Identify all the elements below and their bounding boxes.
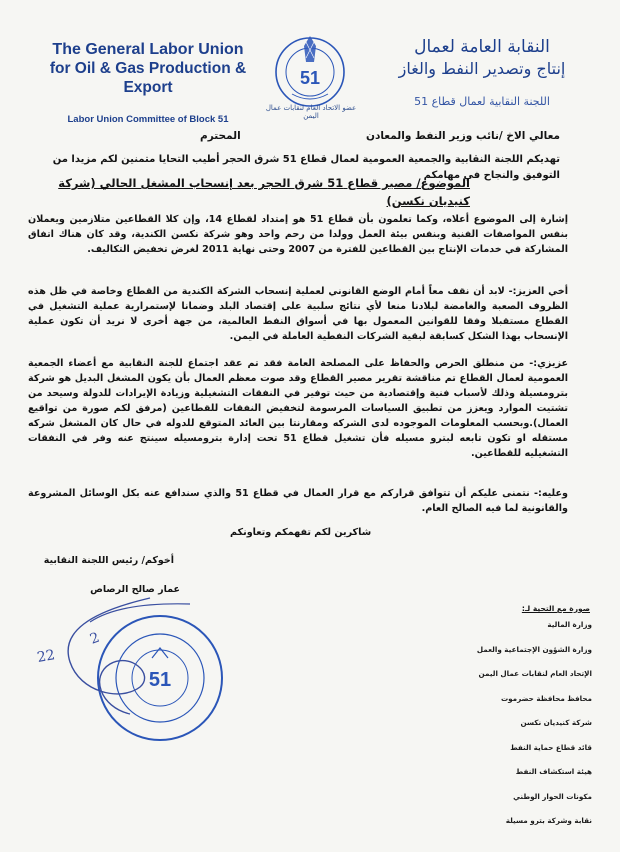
paragraph-4: وعليه:- نتمنى عليكم أن تتوافق قراركم مع قرار العمال في قطاع 51 والذي سندافع عنه بكل الوسائل المشروعة والقانونية لما فيه الصالح العام.: [28, 488, 568, 514]
cc-item: هيئة استكشاف النفط: [515, 767, 592, 776]
stamp-number: 51: [148, 669, 172, 691]
cc-item: محافظ محافظة حضرموت: [500, 693, 592, 703]
greeting: تهديكم اللجنة النقابية والجمعية العمومية لعمال قطاع 51 شرق الحجر أطيب التحايا متمنين لكم مزيدا من التوفيق والنجاح في مهامكم: [52, 154, 560, 181]
paragraph-3: عزيزي:- من منطلق الحرص والحفاظ على المصلحة العامة فقد تم عقد اجتماع للجنة النقابية مع أعضاء الجمعية العمومية لعمال القطاع تم مناقشة تقرير مصير القطاع وقد صوت معظم العمال بأن يكون المشغل البديل هو شركة بترومسيلة وذلك لأسباب فنية وإقتصادية من حيث توفير في النفقات التشغيلية وزيادة الإيرادات للدولة وسيحد من تشتيت الموارد ويعزز من تطبيق السياسات المرسومة لتخفيض النفقات للقطاعين (مرفق لكم صورة من تواقيع العمال).وبحسب المعلومات الموجوده لدى الشركه ومقارنتا بين العائد المتوقع للدوله في حال كان المشغل شركه مستقله او تكون تابعه لبترو مسيله فأن تشغيل قطاع 51 تحت إدارة بترومسيله سينتج عنه وفر في النفقات التشغيليه للقطاعين.: [28, 358, 568, 459]
union-subtitle-en: for Oil & Gas Production & Export: [49, 60, 247, 96]
union-name-ar: النقابة العامة لعمال: [414, 37, 550, 57]
respect-word: المحترم: [200, 130, 241, 142]
handwritten-date-day: 2: [87, 629, 102, 648]
committee-name-ar: اللجنة النقابية لعمال قطاع 51: [414, 95, 550, 108]
cc-item: مكونات الحوار الوطني: [513, 791, 592, 801]
subject-line: الموضوع/ مصير قطاع 51 شرق الحجر بعد إنسحاب المشغل الحالي (شركة كنيديان نكسن): [58, 176, 470, 208]
paragraph-1: إشارة إلى الموضوع أعلاه، وكما تعلمون بأن قطاع 51 هو إمتداد لقطاع 14، وإن كلا القطاعين متلازمين ويعملان بنفس المواصفات الفنية وبنفس بيئة العمل وولدا من رحم واحد وهو شركة نكسن الكندية، وقد كان هناك اتفاق المشاركة في خدمات الإنتاج بين القطاعين للفترة من 2007 وحتى نهاية 2011 لغرض تخفيض التكاليف.: [28, 214, 569, 255]
arabic-header: [372, 36, 592, 110]
cc-list: [432, 620, 592, 841]
cc-item: الإتحاد العام لنقابات عمال اليمن: [478, 669, 592, 678]
signatory-title: أخوكم/ رئيس اللجنة النقابية: [43, 555, 174, 566]
logo-caption: عضو الاتحاد العام لنقابات عمال اليمن: [265, 104, 357, 120]
closing-thanks: شاكرين لكم تفهمكم وتعاونكم: [230, 527, 372, 538]
union-subtitle-ar: إنتاج وتصدير النفط والغاز: [398, 59, 566, 78]
cc-heading: صورة مع التحية لـ:: [521, 604, 590, 613]
handwritten-signature: [30, 592, 240, 722]
cc-item: شركة كنيديان نكسن: [520, 718, 592, 727]
english-header: [38, 40, 258, 126]
union-name-en: The General Labor Union: [52, 41, 244, 58]
cc-item: قائد قطاع حماية النفط: [510, 742, 592, 752]
salutation: معالي الاخ /نائب وزير النفط والمعادن: [366, 130, 560, 142]
cc-item: نقابة وشركة بترو مسيلة: [505, 816, 592, 825]
signatory-name: عمار صالح الرصاص: [90, 584, 180, 595]
logo-number: 51: [299, 68, 321, 88]
committee-name-en: Labor Union Committee of Block 51: [67, 114, 229, 125]
cc-item: وزارة المالية: [547, 620, 592, 629]
handwritten-date: 22: [35, 647, 57, 666]
paragraph-2: أخي العزيز:- لابد أن نقف معاً أمام الوضع القانوني لعملية إنسحاب الشركة الكندية من القطاع وخاصة في ظل هذه الظروف الصعبة والغامضة لبلادنا منعا لأي نتائج سلبية على إقتصاد البلد وضمانا لإستمرارية عملية التشغيل في القطاع مستقبلا وفقا للقوانين المعمول بها في أسواق النفط العالمية، من جهة أخرى لا نريد أن تكون عملية الإنسحاب بهذا الشكل كسابقة لبقية الشركات النفطية العاملة في اليمن.: [28, 286, 568, 342]
cc-item: وزارة الشؤون الإجتماعية والعمل: [476, 644, 592, 654]
